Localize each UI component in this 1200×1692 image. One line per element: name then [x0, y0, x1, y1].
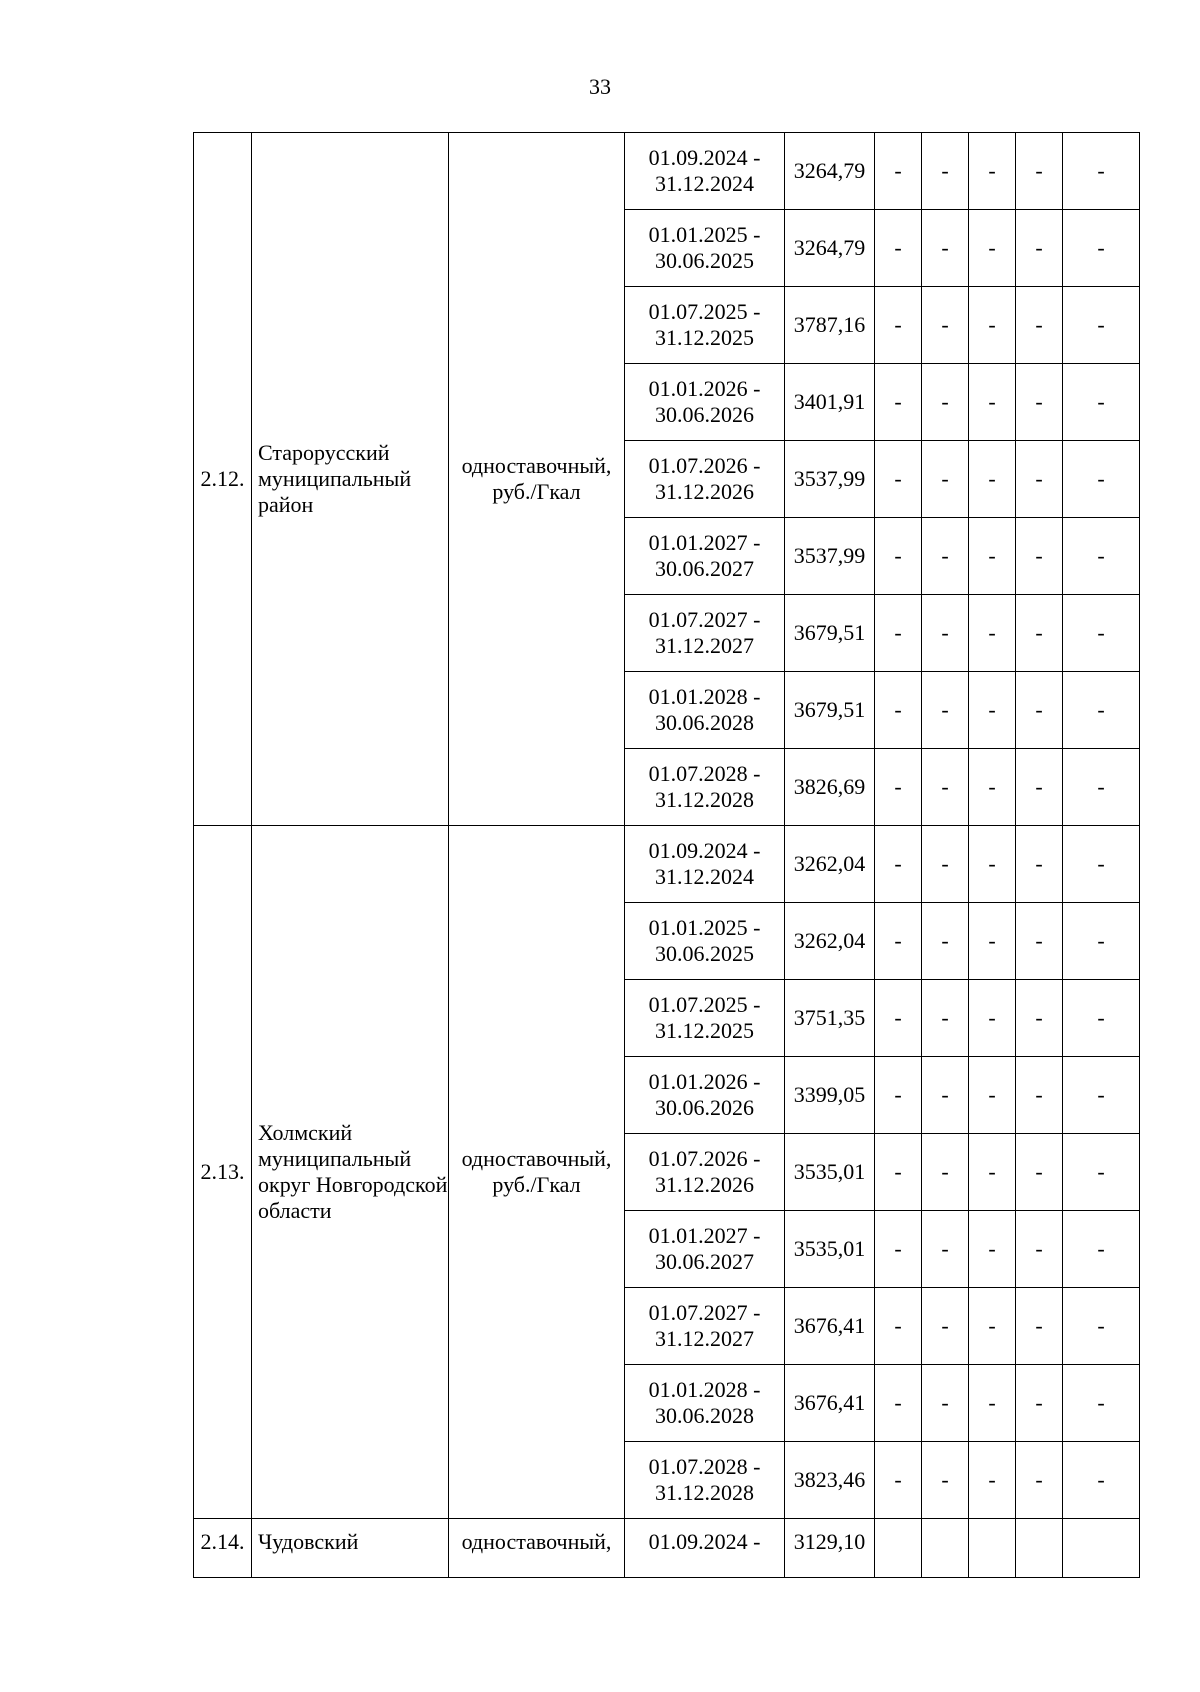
dash-cell: - [875, 1442, 922, 1519]
dash-cell [922, 1519, 969, 1578]
dash-cell: - [1016, 210, 1063, 287]
row-number: 2.12. [194, 133, 252, 826]
dash-cell: - [922, 1442, 969, 1519]
dash-cell: - [875, 518, 922, 595]
tariff-value-cell: 3787,16 [785, 287, 875, 364]
dash-cell: - [922, 826, 969, 903]
dash-cell: - [922, 1211, 969, 1288]
table-row [194, 826, 1140, 903]
dash-cell: - [875, 441, 922, 518]
dash-cell: - [922, 672, 969, 749]
tariff-value-cell: 3262,04 [785, 826, 875, 903]
dash-cell: - [922, 518, 969, 595]
tariff-table [193, 132, 1140, 1578]
dash-cell: - [1016, 364, 1063, 441]
dash-cell: - [1016, 441, 1063, 518]
period-cell: 01.09.2024 - [625, 1519, 785, 1578]
dash-cell: - [922, 903, 969, 980]
dash-cell: - [1016, 826, 1063, 903]
dash-cell: - [875, 826, 922, 903]
tariff-value-cell: 3535,01 [785, 1211, 875, 1288]
period-cell: 01.01.2028 - 30.06.2028 [625, 1365, 785, 1442]
tariff-value-cell: 3537,99 [785, 518, 875, 595]
dash-cell: - [969, 364, 1016, 441]
dash-cell: - [1016, 1442, 1063, 1519]
tariff-value-cell: 3264,79 [785, 210, 875, 287]
period-cell: 01.07.2025 - 31.12.2025 [625, 980, 785, 1057]
period-cell: 01.09.2024 - 31.12.2024 [625, 133, 785, 210]
row-number: 2.14. [194, 1519, 252, 1578]
dash-cell: - [922, 210, 969, 287]
tariff-type: одноставочный, руб./Гкал [449, 133, 625, 826]
period-cell: 01.01.2025 - 30.06.2025 [625, 903, 785, 980]
dash-cell: - [875, 903, 922, 980]
dash-cell: - [875, 1211, 922, 1288]
dash-cell: - [1063, 1134, 1140, 1211]
dash-cell: - [1063, 980, 1140, 1057]
tariff-value-cell: 3535,01 [785, 1134, 875, 1211]
dash-cell: - [1063, 210, 1140, 287]
period-cell: 01.01.2027 - 30.06.2027 [625, 1211, 785, 1288]
tariff-type: одноставочный, руб./Гкал [449, 826, 625, 1519]
dash-cell: - [969, 1057, 1016, 1134]
tariff-value-cell: 3401,91 [785, 364, 875, 441]
dash-cell: - [1063, 1442, 1140, 1519]
dash-cell: - [1063, 1211, 1140, 1288]
dash-cell: - [922, 287, 969, 364]
dash-cell: - [922, 133, 969, 210]
dash-cell: - [1063, 595, 1140, 672]
dash-cell: - [922, 1288, 969, 1365]
period-cell: 01.01.2026 - 30.06.2026 [625, 1057, 785, 1134]
tariff-value-cell: 3129,10 [785, 1519, 875, 1578]
dash-cell: - [875, 672, 922, 749]
dash-cell: - [969, 1442, 1016, 1519]
dash-cell: - [969, 1211, 1016, 1288]
municipality-name: Холмский муниципальный округ Новгородской области [252, 826, 449, 1519]
dash-cell: - [969, 133, 1016, 210]
dash-cell: - [1063, 518, 1140, 595]
dash-cell: - [1063, 364, 1140, 441]
dash-cell: - [969, 1288, 1016, 1365]
tariff-value-cell: 3676,41 [785, 1288, 875, 1365]
tariff-value-cell: 3679,51 [785, 595, 875, 672]
period-cell: 01.07.2027 - 31.12.2027 [625, 595, 785, 672]
dash-cell: - [875, 980, 922, 1057]
dash-cell: - [969, 287, 1016, 364]
period-cell: 01.09.2024 - 31.12.2024 [625, 826, 785, 903]
period-cell: 01.01.2028 - 30.06.2028 [625, 672, 785, 749]
dash-cell [875, 1519, 922, 1578]
dash-cell: - [1063, 133, 1140, 210]
dash-cell: - [1063, 441, 1140, 518]
tariff-value-cell: 3262,04 [785, 903, 875, 980]
dash-cell: - [1063, 826, 1140, 903]
dash-cell: - [875, 364, 922, 441]
municipality-name: Старорусский муниципальный район [252, 133, 449, 826]
dash-cell [1016, 1519, 1063, 1578]
dash-cell: - [922, 441, 969, 518]
dash-cell: - [875, 1057, 922, 1134]
tariff-value-cell: 3264,79 [785, 133, 875, 210]
tariff-value-cell: 3823,46 [785, 1442, 875, 1519]
dash-cell: - [922, 749, 969, 826]
dash-cell: - [1016, 980, 1063, 1057]
dash-cell [1063, 1519, 1140, 1578]
dash-cell: - [1063, 672, 1140, 749]
dash-cell: - [1016, 1134, 1063, 1211]
period-cell: 01.07.2028 - 31.12.2028 [625, 1442, 785, 1519]
period-cell: 01.07.2025 - 31.12.2025 [625, 287, 785, 364]
dash-cell: - [1016, 287, 1063, 364]
dash-cell: - [969, 210, 1016, 287]
dash-cell: - [922, 595, 969, 672]
dash-cell: - [1016, 1288, 1063, 1365]
dash-cell: - [922, 364, 969, 441]
period-cell: 01.07.2026 - 31.12.2026 [625, 441, 785, 518]
dash-cell: - [1016, 1211, 1063, 1288]
dash-cell: - [969, 826, 1016, 903]
dash-cell: - [969, 518, 1016, 595]
tariff-value-cell: 3676,41 [785, 1365, 875, 1442]
dash-cell: - [969, 595, 1016, 672]
row-number: 2.13. [194, 826, 252, 1519]
municipality-name: Чудовский [252, 1519, 449, 1578]
dash-cell: - [1016, 595, 1063, 672]
table-row [194, 133, 1140, 210]
dash-cell: - [875, 133, 922, 210]
dash-cell: - [969, 1365, 1016, 1442]
table-row [194, 1519, 1140, 1578]
dash-cell: - [875, 1365, 922, 1442]
dash-cell: - [1016, 1057, 1063, 1134]
tariff-value-cell: 3826,69 [785, 749, 875, 826]
period-cell: 01.01.2025 - 30.06.2025 [625, 210, 785, 287]
dash-cell: - [1063, 1057, 1140, 1134]
dash-cell: - [922, 1134, 969, 1211]
dash-cell: - [875, 595, 922, 672]
page-number: 33 [589, 74, 611, 99]
dash-cell: - [969, 1134, 1016, 1211]
period-cell: 01.07.2027 - 31.12.2027 [625, 1288, 785, 1365]
dash-cell: - [1063, 287, 1140, 364]
period-cell: 01.07.2028 - 31.12.2028 [625, 749, 785, 826]
dash-cell: - [875, 287, 922, 364]
dash-cell: - [1016, 518, 1063, 595]
tariff-table-body [194, 133, 1140, 1578]
dash-cell: - [1063, 903, 1140, 980]
dash-cell: - [969, 749, 1016, 826]
dash-cell: - [1016, 1365, 1063, 1442]
tariff-value-cell: 3751,35 [785, 980, 875, 1057]
period-cell: 01.01.2026 - 30.06.2026 [625, 364, 785, 441]
dash-cell: - [1016, 133, 1063, 210]
dash-cell: - [875, 210, 922, 287]
dash-cell: - [875, 749, 922, 826]
tariff-type: одноставочный, [449, 1519, 625, 1578]
period-cell: 01.01.2027 - 30.06.2027 [625, 518, 785, 595]
dash-cell: - [1063, 749, 1140, 826]
dash-cell: - [969, 672, 1016, 749]
tariff-value-cell: 3679,51 [785, 672, 875, 749]
dash-cell: - [922, 1057, 969, 1134]
dash-cell: - [1063, 1365, 1140, 1442]
dash-cell: - [1016, 903, 1063, 980]
period-cell: 01.07.2026 - 31.12.2026 [625, 1134, 785, 1211]
dash-cell: - [922, 980, 969, 1057]
dash-cell: - [1016, 749, 1063, 826]
dash-cell: - [875, 1288, 922, 1365]
dash-cell [969, 1519, 1016, 1578]
dash-cell: - [922, 1365, 969, 1442]
dash-cell: - [1063, 1288, 1140, 1365]
dash-cell: - [1016, 672, 1063, 749]
dash-cell: - [969, 441, 1016, 518]
dash-cell: - [875, 1134, 922, 1211]
tariff-value-cell: 3399,05 [785, 1057, 875, 1134]
tariff-value-cell: 3537,99 [785, 441, 875, 518]
dash-cell: - [969, 903, 1016, 980]
dash-cell: - [969, 980, 1016, 1057]
